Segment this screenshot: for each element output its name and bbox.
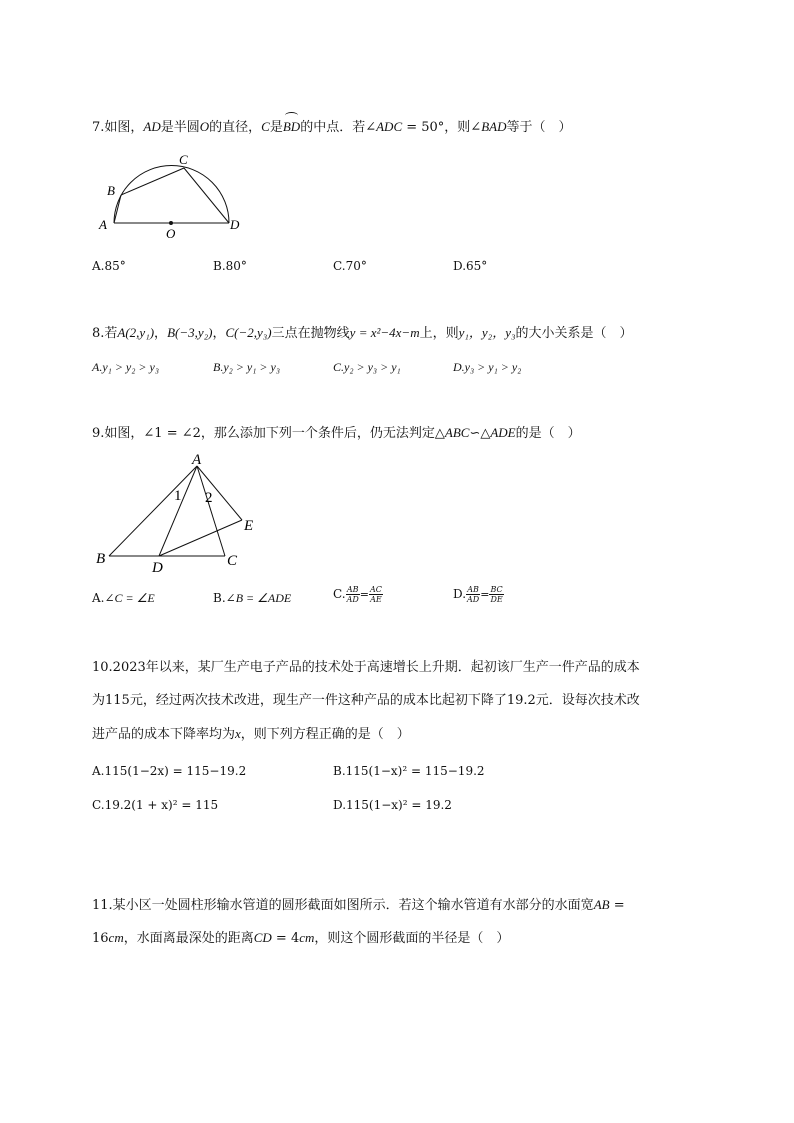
q8-option-a[interactable]: A.y₁ > y₂ > y₃ — [92, 360, 160, 374]
segment-ab — [109, 466, 197, 556]
q11-stem-line2: 16cm，水面离最深处的距离CD = 4cm，则这个圆形截面的半径是（ ） — [92, 930, 510, 946]
q8-option-c[interactable]: C.y₂ > y₃ > y₁ — [333, 360, 401, 374]
q7-option-b[interactable]: B.80° — [213, 259, 247, 273]
q8-stem: 8.若A(2,y₁)，B(−3,y₂)，C(−2,y₃)三点在抛物线y = x²−4x−m上，则y₁，y₂，y₃的大小关系是（ ） — [92, 325, 633, 341]
fraction: $\frac{AC}{AE}$ — [370, 585, 382, 604]
label-b: B — [96, 551, 106, 567]
label-o: O — [166, 226, 176, 240]
q10-option-b[interactable]: B.115(1−x)² = 115−19.2 — [333, 764, 485, 778]
q10-option-a[interactable]: A.115(1−2x) = 115−19.2 — [92, 764, 247, 778]
label-e: E — [244, 518, 254, 534]
q7-option-c[interactable]: C.70° — [333, 259, 367, 273]
arc-bd: BD — [283, 117, 300, 137]
segment-ab — [114, 195, 121, 223]
q11-stem-line1: 11.某小区一处圆柱形输水管道的圆形截面如图所示．若这个输水管道有水部分的水面宽AB = — [92, 897, 625, 913]
angle-label-1: 1 — [174, 488, 182, 504]
label-b: B — [107, 183, 115, 198]
q10-stem-line1: 10.2023年以来，某厂生产电子产品的技术处于高速增长上升期．起初该厂生产一件产品的成本 — [92, 660, 640, 675]
angle-label-2: 2 — [205, 490, 213, 506]
label-d: D — [230, 217, 240, 232]
fraction: $\frac{BC}{DE}$ — [490, 585, 503, 604]
label-c: C — [179, 152, 188, 167]
q10-option-c[interactable]: C.19.2(1 + x)² = 115 — [92, 798, 219, 812]
label-a: A — [192, 452, 202, 468]
q9-stem: 9.如图，∠1 = ∠2，那么添加下列一个条件后，仍无法判定△ABC∽△ADE的是（ ） — [92, 425, 581, 441]
label-d: D — [152, 560, 163, 576]
q7-option-a[interactable]: A.85° — [92, 259, 126, 273]
semicircle-arc — [114, 166, 229, 223]
q9-option-b[interactable]: B.∠B = ∠ADE — [213, 591, 292, 605]
q9-option-a[interactable]: A.∠C = ∠E — [92, 591, 155, 605]
label-c: C — [227, 553, 238, 569]
q7-stem: 7.如图，AD是半圆O的直径，C是BD的中点．若∠ADC = 50°，则∠BAD等于（ ） — [92, 119, 572, 135]
q9-triangle-figure — [92, 448, 272, 578]
fraction: $\frac{AB}{AD}$ — [467, 585, 480, 604]
q10-stem-line3: 进产品的成本下降率均为x，则下列方程正确的是（ ） — [92, 726, 410, 742]
q9-option-d[interactable]: D. $\frac{AB}{AD}$ = $\frac{BC}{DE}$ — [453, 585, 503, 604]
q10-stem-line2: 为115元，经过两次技术改进，现生产一件这种产品的成本比起初下降了19.2元．设每次技术改 — [92, 693, 640, 708]
q9-option-c[interactable]: C. $\frac{AB}{AD}$ = $\frac{AC}{AE}$ — [333, 585, 382, 604]
segment-bc — [121, 168, 184, 195]
q7-option-d[interactable]: D.65° — [453, 259, 488, 273]
q8-option-d[interactable]: D.y₃ > y₁ > y₂ — [453, 360, 522, 374]
q7-semicircle-figure — [96, 150, 256, 240]
center-point-o — [169, 221, 173, 225]
q10-option-d[interactable]: D.115(1−x)² = 19.2 — [333, 798, 452, 812]
segment-ac — [197, 466, 225, 556]
q8-option-b[interactable]: B.y₂ > y₁ > y₃ — [213, 360, 281, 374]
segment-ae — [197, 466, 242, 520]
label-a: A — [99, 217, 107, 232]
fraction: $\frac{AB}{AD}$ — [346, 585, 359, 604]
